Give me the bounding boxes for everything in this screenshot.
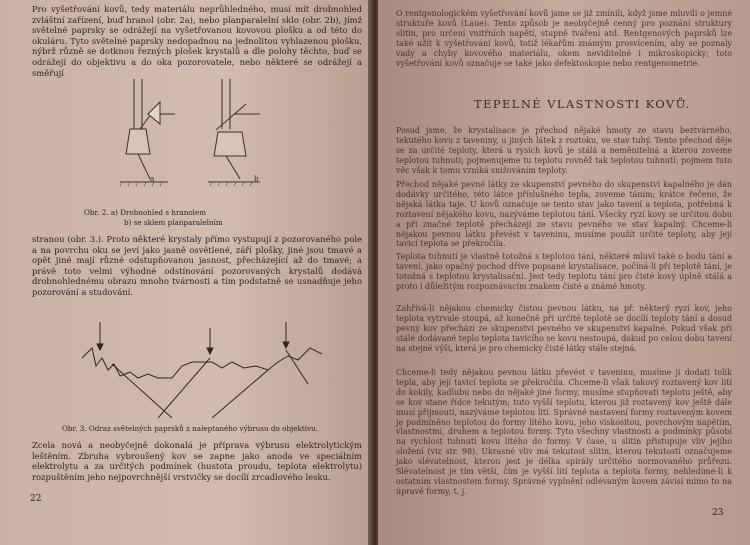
right-page-number: 23: [712, 508, 724, 518]
figure-2-caption-line-1: Obr. 2. a) Drobnohled s hranolem: [84, 208, 207, 217]
right-page: [378, 0, 750, 545]
left-page-number: 22: [30, 494, 42, 504]
left-page: [0, 0, 372, 545]
left-paragraph-3: Zcela nová a neobyčejně dokonalá je příprava výbrusu elektrolytickým leštěním. Zbruha vybroušený kov se zapne jako anoda ve speciálním elektrolytu a za určitých podmínek (hustota proudu, teplota elektrolytu) rozpuštěním jeho nejpovrchnější vrstvičky se docílí zrcadlového lesku.: [32, 440, 362, 482]
figure-2-caption-line-2: b) se sklem planparalelním: [124, 218, 223, 227]
right-paragraph-1: Posud jsme, že krystalisace je přechod nějaké hmoty ze stavu beztvárného, tekutého kovu z taveniny, u jiných látek z roztoku, ve stav tuhý. Tento přechod děje se za určité teploty, která u rysích kovů je stálá a neměnitelná a kterou zoveme teplotou tuhnutí; pojmenujeme tu teplotu rovněž tak teplotou tuhnutí; pojmem tuto věc však k tomu vzniká snižováním teploty.: [396, 126, 732, 175]
figure-2-label-a: a: [150, 174, 155, 183]
right-paragraph-0: O rentgenologickém vyšetřování kovů jsme se již zmínili, když jsme mluvili o jemné struktuře kovů (Laue). Tento způsob je neobyčejně cenný pro poznání struktury slitin, pro určení vnitřních napětí, stupně tváření atd. Rentgenových paprsků lze také užít k vyšetřování kovů, totiž lékařům známým prosvícením, aby se poznaly vady a chyby kovového materiálu, okem neviditelné i mikroskopicky; toto vyšetřování kovů označuje se také jako defektoskopie nebo rentgenometrie.: [396, 9, 732, 68]
right-paragraph-5: Chceme-li tedy nějakou pevnou látku převést v taveninu, musíme ji dodati tolik tepla, aby její tavicí teplota se překročila. Chceme-li však takový roztavený kov lití do kokily, kadlubu nebo do nějaké jiné formy, musíme stupňovati teplotu ještě, aby se kov stane řídce tekutým; tuto vyšší teplotu, kterou již roztavený kov ještě dále musí přijmouti, nazýváme teplotou lití. Správné nastavení formy roztaveným kovem je podmíněno teplotou do formy lítého kovu, jeho viskositou, povrchovým napětím, vlastnostmi, druhem a teplotou formy. Tyto všechny vlastnosti a podmínky působí na rychlost tuhnutí kovu lítého do formy. V čase, u slitin přistupuje vliv jejího složení (viz str. 98). Ukrasné vliv má tekutost slitin, kterou tekutostí označujeme jako slévatelnost, kterou jest je délka spirály určitého normovaného průřezu. Slévatelnost je tím větší, čím je vyšší lití teplota a teplota formy, nehledíme-li k ostatním vlastnostem formy. Správné vyplnění odlévaným kovem závisí mimo to na úpravě formy, t. j.: [396, 368, 732, 496]
left-paragraph-2: stranou (obr. 3.). Proto některé krystaly přímo vystupují z pozorovaného pole a na povrchu oku se jeví jako jasně osvětlené, září plošky, jiné jsou tmavé a opět jiné mají různé odstupňovanou jasnost, přecházející až do tmavé; a právě toto velmi výhodné odstínování pozorovaných krystalů dodává drobnohlednému obrazu mnoho tvárnosti a tím podstatně se usnadňuje jeho pozorování a studování.: [32, 234, 362, 297]
figure-3-etched-surface-diagram: [82, 318, 322, 418]
right-paragraph-2: Přechod nějaké pevné látky ze skupenství pevného do skupenství kapalného je dán dodávky určitého, této látce příslušného tepla, zoveme táním; krátce řečeno, že nějaká látka taje. U kovů označuje se tento stav jako tavení a teplota, potřebná k roztavení nějakého kovu, nazýváme teplotou tání. Všecky ryzí kovy se určitou dobu a při značné teplotě přecházejí ze stavu pevného ve stav kapalný. Chceme-li nějakou pevnou látku převést v taveninu, musíme použít určité teploty, aby její tavicí teplota se překročila.: [396, 180, 732, 249]
right-paragraph-3: Teplota tuhnutí je vlastně totožná s teplotou tání, některé mluví také o bodu tání a tavení, jako opačný pochod dříve popsané krystalisace, počíná-li při teplotě tání, je totožná s teplotou krystalisační. Jest tedy teplotu tání pro čisté kovy úplně stálá a proto i důležitým rozpoznávacím znakem čisté a známé hmoty.: [396, 252, 732, 291]
section-heading-thermal-properties: TEPELNÉ VLASTNOSTI KOVŮ.: [474, 97, 691, 111]
figure-2-label-b: b: [254, 174, 259, 183]
left-paragraph-1: Pro vyšetřování kovů, tedy materiálu neprůhledného, musí mít drobnohled zvláštní zařízení, buď hranol (obr. 2a), nebo planparalelní sklo (obr. 2b), jímž světelné paprsky se odrážejí na vyšetřovanou kovovou plošku a od této do okuláru. Tyto světelné paprsky nedopadnou na jednolitou vyhlazenou plošku, nýbrž různě se dotknou řezných plošek krystalů a dle polohy těchto, buď se odrážejí do objektivu a do oka pozorovatele, nebo některé se odrážejí a směřují: [32, 4, 362, 78]
right-paragraph-4: Zahřívá-li nějakou chemicky čistou pevnou látku, na př. některý ryzí kov, jeho teplota vytrvale stoupá, až konečně při určité teplotě se docílí teploty tání a dosud pevný kov přechází ze skupenství pevného ve skupenství kapalné. Pokud však při stálé dodávané teplo teplota tavicího se kovu nestoupá, dokud po celou dobu tavení na stejné výši, která je pro chemicky čisté látky stále stejná.: [396, 304, 732, 353]
figure-3-caption: Obr. 3. Odraz světelných paprsků z naleptaného výbrusu do objektivu.: [62, 424, 319, 433]
